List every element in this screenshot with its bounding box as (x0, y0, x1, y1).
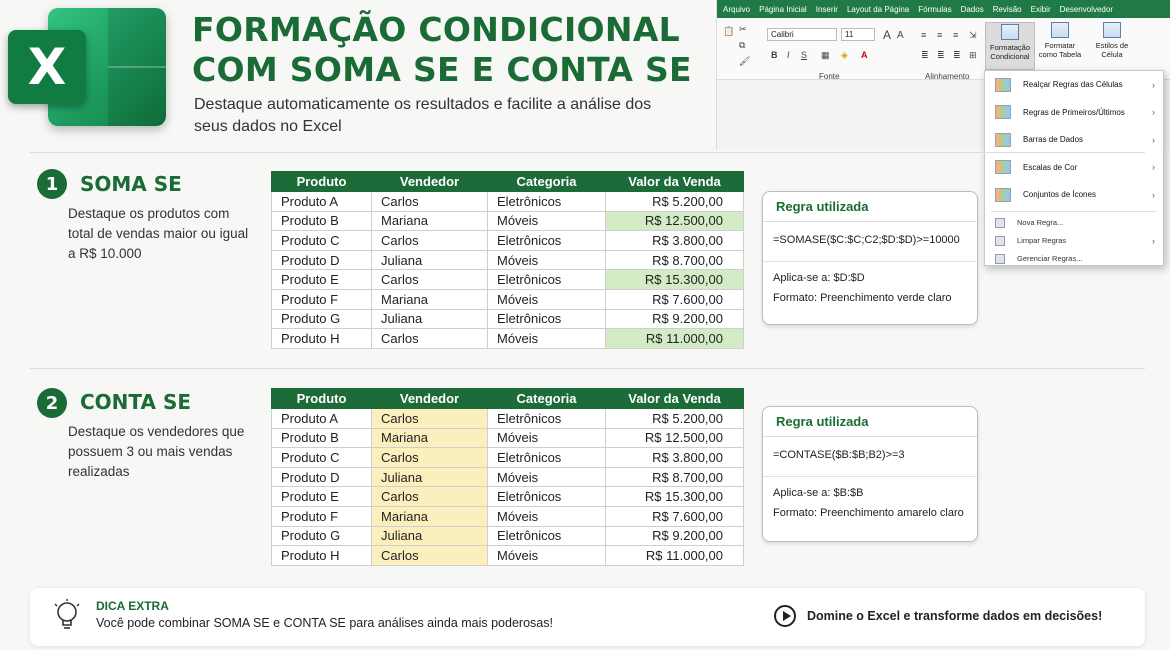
menu-item-label: Nova Regra... (1017, 218, 1064, 227)
menu-item-new-rule[interactable] (985, 214, 1163, 232)
highlighted-cell[interactable]: Mariana (372, 506, 488, 526)
divider (30, 152, 1145, 153)
table-cell[interactable]: Produto C (272, 448, 372, 468)
table-header-row (272, 172, 744, 192)
borders-icon[interactable]: ▦ (821, 50, 830, 60)
table-cell[interactable]: Produto E (272, 487, 372, 507)
cell-styles-button[interactable] (1087, 22, 1137, 59)
highlighted-cell[interactable]: R$ 12.500,00 (606, 211, 744, 231)
grow-font-icon[interactable]: A (883, 28, 892, 42)
menu-item-color-scales[interactable] (985, 154, 1163, 182)
table-cell[interactable]: Eletrônicos (488, 448, 606, 468)
chevron-right-icon: › (1152, 162, 1155, 173)
align-right-icon[interactable]: ≣ (953, 50, 961, 60)
lightbulb-icon (52, 598, 82, 634)
conditional-formatting-label: Formatação Condicional (989, 43, 1031, 61)
rule-box-conta-se (762, 406, 978, 542)
font-color-icon[interactable]: A (861, 50, 868, 60)
table-cell[interactable]: R$ 7.600,00 (606, 506, 744, 526)
table-row (272, 250, 744, 270)
table-row (272, 231, 744, 251)
underline-icon[interactable]: S (801, 50, 808, 60)
table-row (272, 487, 744, 507)
paste-icon[interactable]: 📋 (723, 26, 735, 36)
title-line-2: COM SOMA SE E CONTA SE (192, 50, 692, 89)
highlighted-cell[interactable]: Carlos (372, 546, 488, 566)
rule-formula: =CONTASE($B:$B;B2)>=3 (763, 437, 977, 477)
table-cell[interactable]: Produto H (272, 329, 372, 349)
table-cell[interactable]: Eletrônicos (488, 487, 606, 507)
format-as-table-label: Formatar como Tabela (1038, 41, 1082, 59)
menu-item-data-bars[interactable] (985, 126, 1163, 154)
italic-icon[interactable]: I (787, 50, 790, 60)
icon-sets-icon (995, 188, 1011, 202)
font-name-select[interactable]: Calibri (767, 28, 837, 41)
table-cell[interactable]: Mariana (372, 289, 488, 309)
divider (30, 368, 1145, 369)
table-cell[interactable]: R$ 8.700,00 (606, 467, 744, 487)
table-row (272, 192, 744, 212)
new-rule-icon (995, 218, 1005, 228)
table-cell[interactable]: Carlos (372, 270, 488, 290)
page-title (192, 10, 692, 90)
tab-dados[interactable]: Dados (960, 4, 984, 14)
highlighted-cell[interactable]: R$ 11.000,00 (606, 329, 744, 349)
table-cell[interactable]: R$ 11.000,00 (606, 546, 744, 566)
chevron-right-icon: › (1152, 235, 1155, 246)
tab-desenvolvedor[interactable]: Desenvolvedor (1059, 4, 1113, 14)
table-cell[interactable]: Produto F (272, 506, 372, 526)
align-bottom-icon[interactable]: ≡ (953, 30, 959, 40)
table-cell[interactable]: R$ 5.200,00 (606, 192, 744, 212)
tab-arquivo[interactable]: Arquivo (723, 4, 751, 14)
table-cell[interactable]: R$ 3.800,00 (606, 448, 744, 468)
font-size-select[interactable]: 11 (841, 28, 875, 41)
highlighted-cell[interactable]: Carlos (372, 448, 488, 468)
chevron-right-icon: › (1152, 189, 1155, 200)
table-cell[interactable]: Produto C (272, 231, 372, 251)
rule-title: Regra utilizada (763, 192, 977, 222)
section-2-description: Destaque os vendedores que possuem 3 ou mais vendas realizadas (68, 424, 245, 479)
table-cell[interactable]: Eletrônicos (488, 192, 606, 212)
chevron-right-icon: › (1152, 134, 1155, 145)
title-line-1: FORMAÇÃO CONDICIONAL (192, 10, 680, 49)
table-cell[interactable]: Carlos (372, 231, 488, 251)
menu-item-label: Realçar Regras das Células (1023, 80, 1123, 90)
table-cell[interactable]: Juliana (372, 250, 488, 270)
table-row (272, 428, 744, 448)
table-row (272, 546, 744, 566)
table-cell[interactable]: Produto A (272, 192, 372, 212)
table-cell[interactable]: Móveis (488, 467, 606, 487)
table-cell[interactable]: Eletrônicos (488, 309, 606, 329)
conta-se-table (271, 388, 744, 566)
rule-applies-to: Aplica-se a: $B:$B (773, 487, 864, 499)
top-bottom-rules-icon (995, 105, 1011, 119)
section-1-description: Destaque os produtos com total de vendas maior ou igual a R$ 10.000 (68, 206, 249, 261)
align-middle-icon[interactable]: ≡ (937, 30, 943, 40)
table-cell[interactable]: Móveis (488, 506, 606, 526)
excel-logo (8, 8, 166, 126)
soma-se-table (271, 171, 744, 349)
menu-item-label: Regras de Primeiros/Últimos (1023, 107, 1125, 117)
table-cell[interactable]: Móveis (488, 289, 606, 309)
table-row (272, 526, 744, 546)
menu-item-highlight-rules[interactable] (985, 71, 1163, 99)
table-cell[interactable]: R$ 15.300,00 (606, 487, 744, 507)
table-cell[interactable]: R$ 3.800,00 (606, 231, 744, 251)
excel-logo-letter: X (27, 38, 67, 96)
table-header-row (272, 389, 744, 409)
wrap-text-icon[interactable]: ⇲ (969, 30, 977, 40)
section-1-title: SOMA SE (80, 172, 182, 196)
tip-text: Você pode combinar SOMA SE e CONTA SE para análises ainda mais poderosas! (96, 616, 553, 630)
table-cell[interactable]: Juliana (372, 309, 488, 329)
menu-item-label: Barras de Dados (1023, 135, 1084, 145)
rule-formula: =SOMASE($C:$C;C2;$D:$D)>=10000 (763, 222, 977, 262)
manage-rules-icon (995, 254, 1005, 264)
column-header: Categoria (488, 389, 606, 409)
menu-item-top-bottom-rules[interactable] (985, 99, 1163, 127)
table-row (272, 448, 744, 468)
table-cell[interactable]: Produto G (272, 309, 372, 329)
call-to-action: Domine o Excel e transforme dados em decisões! (807, 609, 1103, 623)
highlighted-cell[interactable]: R$ 15.300,00 (606, 270, 744, 290)
highlighted-cell[interactable]: Juliana (372, 467, 488, 487)
tip-title: DICA EXTRA (96, 599, 169, 613)
column-header: Valor da Venda (606, 389, 744, 409)
bold-icon[interactable]: B (771, 50, 778, 60)
merge-icon[interactable]: ⊞ (969, 50, 977, 60)
table-cell[interactable]: R$ 8.700,00 (606, 250, 744, 270)
section-2-number: 2 (37, 388, 67, 418)
tab-inserir[interactable]: Inserir (815, 4, 838, 14)
table-row (272, 211, 744, 231)
table-cell[interactable]: Carlos (372, 192, 488, 212)
table-cell[interactable]: Móveis (488, 211, 606, 231)
menu-divider (991, 211, 1157, 212)
table-cell[interactable]: Produto A (272, 409, 372, 429)
menu-item-label: Gerenciar Regras... (1017, 254, 1083, 263)
table-cell[interactable]: Móveis (488, 546, 606, 566)
table-row (272, 467, 744, 487)
conditional-formatting-icon (1001, 24, 1019, 40)
table-cell[interactable]: Produto D (272, 250, 372, 270)
tab-pagina-inicial[interactable]: Página Inicial (759, 4, 807, 14)
group-label-font: Fonte (819, 72, 840, 81)
highlighted-cell[interactable]: Juliana (372, 526, 488, 546)
menu-item-label: Limpar Regras (1017, 236, 1067, 245)
align-center-icon[interactable]: ≣ (937, 50, 945, 60)
section-2-title: CONTA SE (80, 390, 192, 414)
format-as-table-icon (1051, 22, 1069, 38)
table-cell[interactable]: Móveis (488, 428, 606, 448)
tab-formulas[interactable]: Fórmulas (918, 4, 952, 14)
menu-item-manage-rules[interactable] (985, 250, 1163, 268)
table-cell[interactable]: Móveis (488, 329, 606, 349)
column-header: Produto (272, 389, 372, 409)
format-painter-icon[interactable]: 🖌 (739, 56, 751, 66)
column-header: Categoria (488, 172, 606, 192)
page-subtitle: Destaque automaticamente os resultados e facilite a análise dos seus dados no Excel (194, 96, 652, 135)
menu-item-clear-rules[interactable] (985, 232, 1163, 250)
table-cell[interactable]: Produto B (272, 428, 372, 448)
table-cell[interactable]: Produto B (272, 211, 372, 231)
footer-tip-bar (30, 588, 1145, 646)
column-header: Vendedor (372, 172, 488, 192)
menu-item-label: Escalas de Cor (1023, 162, 1078, 172)
menu-item-icon-sets[interactable] (985, 181, 1163, 209)
table-cell[interactable]: Eletrônicos (488, 409, 606, 429)
table-cell[interactable]: R$ 12.500,00 (606, 428, 744, 448)
highlighted-cell[interactable]: Carlos (372, 409, 488, 429)
rule-format: Formato: Preenchimento verde claro (773, 292, 952, 304)
group-label-alignment: Alinhamento (925, 72, 970, 81)
cell-styles-label: Estilos de Célula (1095, 41, 1129, 59)
clear-rules-icon (995, 236, 1005, 246)
table-row (272, 506, 744, 526)
column-header: Vendedor (372, 389, 488, 409)
tab-revisao[interactable]: Revisão (992, 4, 1022, 14)
section-1-number: 1 (37, 169, 67, 199)
table-cell[interactable]: R$ 9.200,00 (606, 309, 744, 329)
highlighted-cell[interactable]: Mariana (372, 428, 488, 448)
shrink-font-icon[interactable]: A (897, 30, 904, 41)
table-row (272, 289, 744, 309)
rule-title: Regra utilizada (763, 407, 977, 437)
table-row (272, 329, 744, 349)
play-icon (774, 605, 796, 627)
highlighted-cell[interactable]: Carlos (372, 487, 488, 507)
table-cell[interactable]: R$ 7.600,00 (606, 289, 744, 309)
table-cell[interactable]: Eletrônicos (488, 270, 606, 290)
align-top-icon[interactable]: ≡ (921, 30, 927, 40)
copy-icon[interactable]: ⧉ (739, 40, 746, 50)
table-cell[interactable]: Mariana (372, 211, 488, 231)
format-as-table-button[interactable] (1035, 22, 1085, 59)
align-left-icon[interactable]: ≣ (921, 50, 929, 60)
table-cell[interactable]: Carlos (372, 329, 488, 349)
fill-color-icon[interactable]: ◈ (841, 50, 848, 60)
conditional-formatting-button[interactable] (985, 22, 1035, 70)
table-row (272, 309, 744, 329)
chevron-right-icon: › (1152, 79, 1155, 90)
rule-applies-to: Aplica-se a: $D:$D (773, 272, 865, 284)
tab-exibir[interactable]: Exibir (1030, 4, 1051, 14)
menu-item-label: Conjuntos de Ícones (1023, 190, 1096, 200)
column-header: Valor da Venda (606, 172, 744, 192)
table-cell[interactable]: Produto H (272, 546, 372, 566)
column-header: Produto (272, 172, 372, 192)
table-row (272, 409, 744, 429)
table-cell[interactable]: Eletrônicos (488, 231, 606, 251)
ribbon-tabs (717, 0, 1170, 18)
table-cell[interactable]: Móveis (488, 250, 606, 270)
table-cell[interactable]: Produto F (272, 289, 372, 309)
data-bars-icon (995, 133, 1011, 147)
table-cell[interactable]: Eletrônicos (488, 526, 606, 546)
table-row (272, 270, 744, 290)
conditional-formatting-menu (984, 70, 1164, 266)
table-cell[interactable]: R$ 5.200,00 (606, 409, 744, 429)
table-cell[interactable]: Produto E (272, 270, 372, 290)
table-cell[interactable]: Produto D (272, 467, 372, 487)
highlight-rules-icon (995, 78, 1011, 92)
color-scales-icon (995, 160, 1011, 174)
cell-styles-icon (1103, 22, 1121, 38)
chevron-right-icon: › (1152, 107, 1155, 118)
table-cell[interactable]: Produto G (272, 526, 372, 546)
rule-box-soma-se (762, 191, 978, 325)
cut-icon[interactable]: ✂ (739, 24, 747, 34)
rule-format: Formato: Preenchimento amarelo claro (773, 507, 964, 519)
table-cell[interactable]: R$ 9.200,00 (606, 526, 744, 546)
tab-layout[interactable]: Layout da Página (846, 4, 910, 14)
